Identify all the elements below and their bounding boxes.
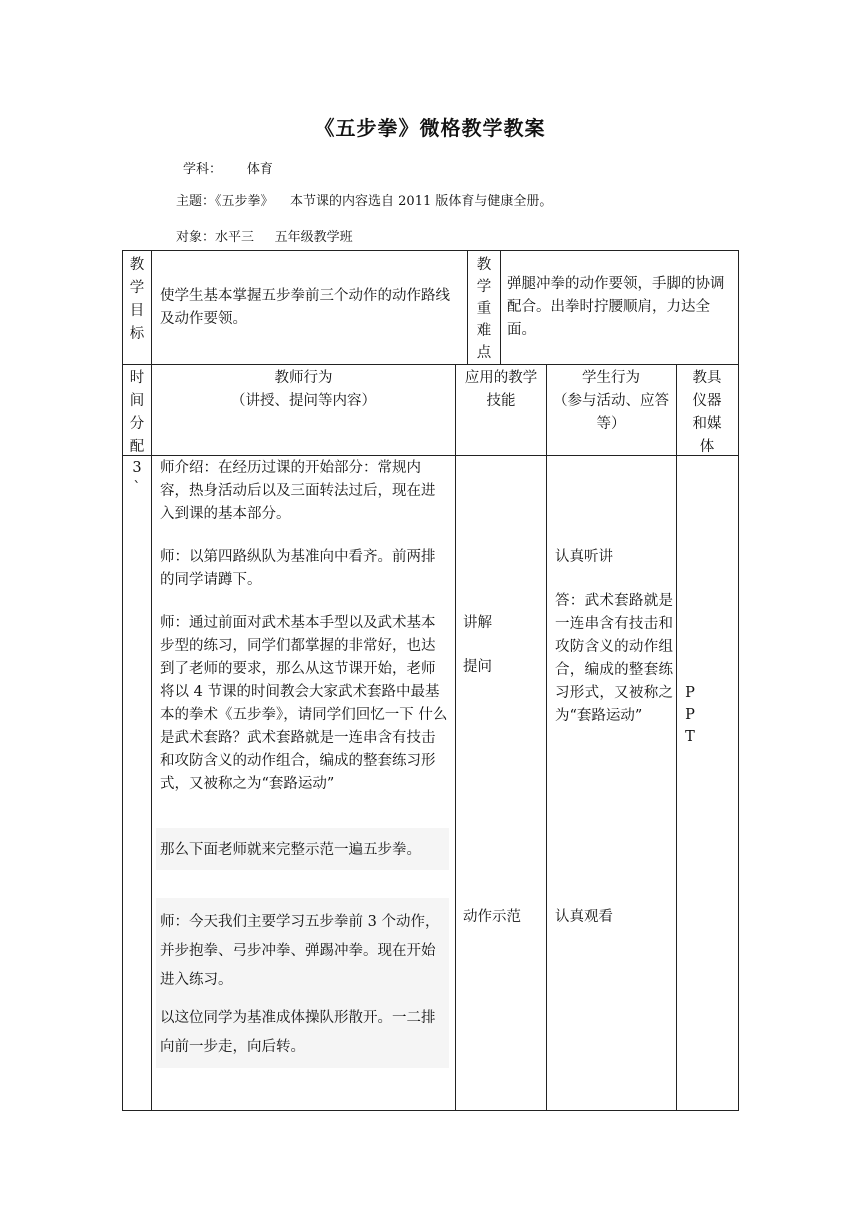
teacher-para-4: 那么下面老师就来完整示范一遍五步拳。 — [156, 828, 449, 870]
col-divider-time — [151, 364, 152, 1111]
goal-header: 教学目标 — [129, 257, 145, 342]
time-value: 3` — [132, 460, 142, 496]
subject-label: 学科： — [183, 162, 223, 177]
teacher-para-5: 师：今天我们主要学习五步拳前 3 个动作，并步抱拳、弓步冲拳、弹踢冲拳。现在开始进入练习。 — [156, 898, 449, 999]
row-divider-1 — [122, 364, 739, 365]
student-watch: 认真观看 — [555, 909, 613, 925]
row1-divider-a — [151, 250, 152, 364]
subject-value: 体育 — [246, 162, 273, 177]
skill-explain: 讲解 — [463, 615, 492, 631]
teacher-para-6: 以这位同学为基准成体操队形散开。一二排向前一步走，向后转。 — [156, 996, 449, 1068]
teacher-para-2: 师：以第四路纵队为基准向中看齐。前两排的同学请蹲下。 — [160, 549, 436, 588]
media-ppt: PPT — [685, 685, 695, 745]
student-answer: 答：武术套路就是一连串含有技击和攻防含义的动作组合，编成的整套练习形式，又被称之为“套路运动” — [555, 593, 673, 724]
col-student-sub: （参与活动、应答等） — [553, 393, 669, 432]
focus-header: 教学重难点 — [476, 257, 492, 361]
goal-text: 使学生基本掌握五步拳前三个动作的动作路线及动作要领。 — [160, 288, 450, 327]
col-divider-teacher — [455, 364, 456, 1111]
col-teacher-header — [152, 367, 455, 413]
col-teacher-sub: （讲授、提问等内容） — [231, 393, 376, 409]
row1-divider-b — [467, 250, 468, 364]
col-skill-header: 应用的教学技能 — [464, 370, 538, 409]
col-teacher-title: 教师行为 — [274, 370, 333, 386]
document-title: 《五步拳》微格教学教案 — [314, 116, 546, 140]
teacher-para-1: 师介绍：在经历过课的开始部分：常规内容，热身活动后以及三面转法过后，现在进入到课的基本部分。 — [160, 460, 436, 522]
col-divider-student — [676, 364, 677, 1111]
col-time-header: 时间分配 — [129, 370, 145, 455]
subject-line — [183, 158, 273, 177]
col-student-header — [552, 367, 670, 436]
skill-demo: 动作示范 — [463, 909, 521, 925]
target-line: 对象：水平三 五年级教学班 — [176, 230, 353, 245]
row-divider-2 — [122, 455, 739, 456]
col-divider-skill — [546, 364, 547, 1111]
col-media-header: 教具仪器和媒体 — [692, 370, 722, 455]
skill-question: 提问 — [463, 659, 492, 675]
col-student-title: 学生行为 — [582, 370, 640, 386]
row1-divider-c — [500, 250, 501, 364]
topic-line: 主题：《五步拳》 本节课的内容选自 2011 版体育与健康全册。 — [176, 194, 553, 209]
student-listen: 认真听讲 — [555, 549, 613, 565]
focus-text: 弹腿冲拳的动作要领，手脚的协调配合。出拳时拧腰顺肩，力达全面。 — [507, 276, 725, 338]
teacher-para-3: 师：通过前面对武术基本手型以及武术基本步型的练习，同学们都掌握的非常好，也达到了老师的要求，那么从这节课开始，老师将以 4 节课的时间教会大家武术套路中最基本的拳术《五步拳》，请同学们回忆一下 什么是武术套路？武术套路就是一连串含有技击和攻防含义的动作组合，编成的整套练习形式，又被称之为“套路运动” — [160, 615, 448, 792]
